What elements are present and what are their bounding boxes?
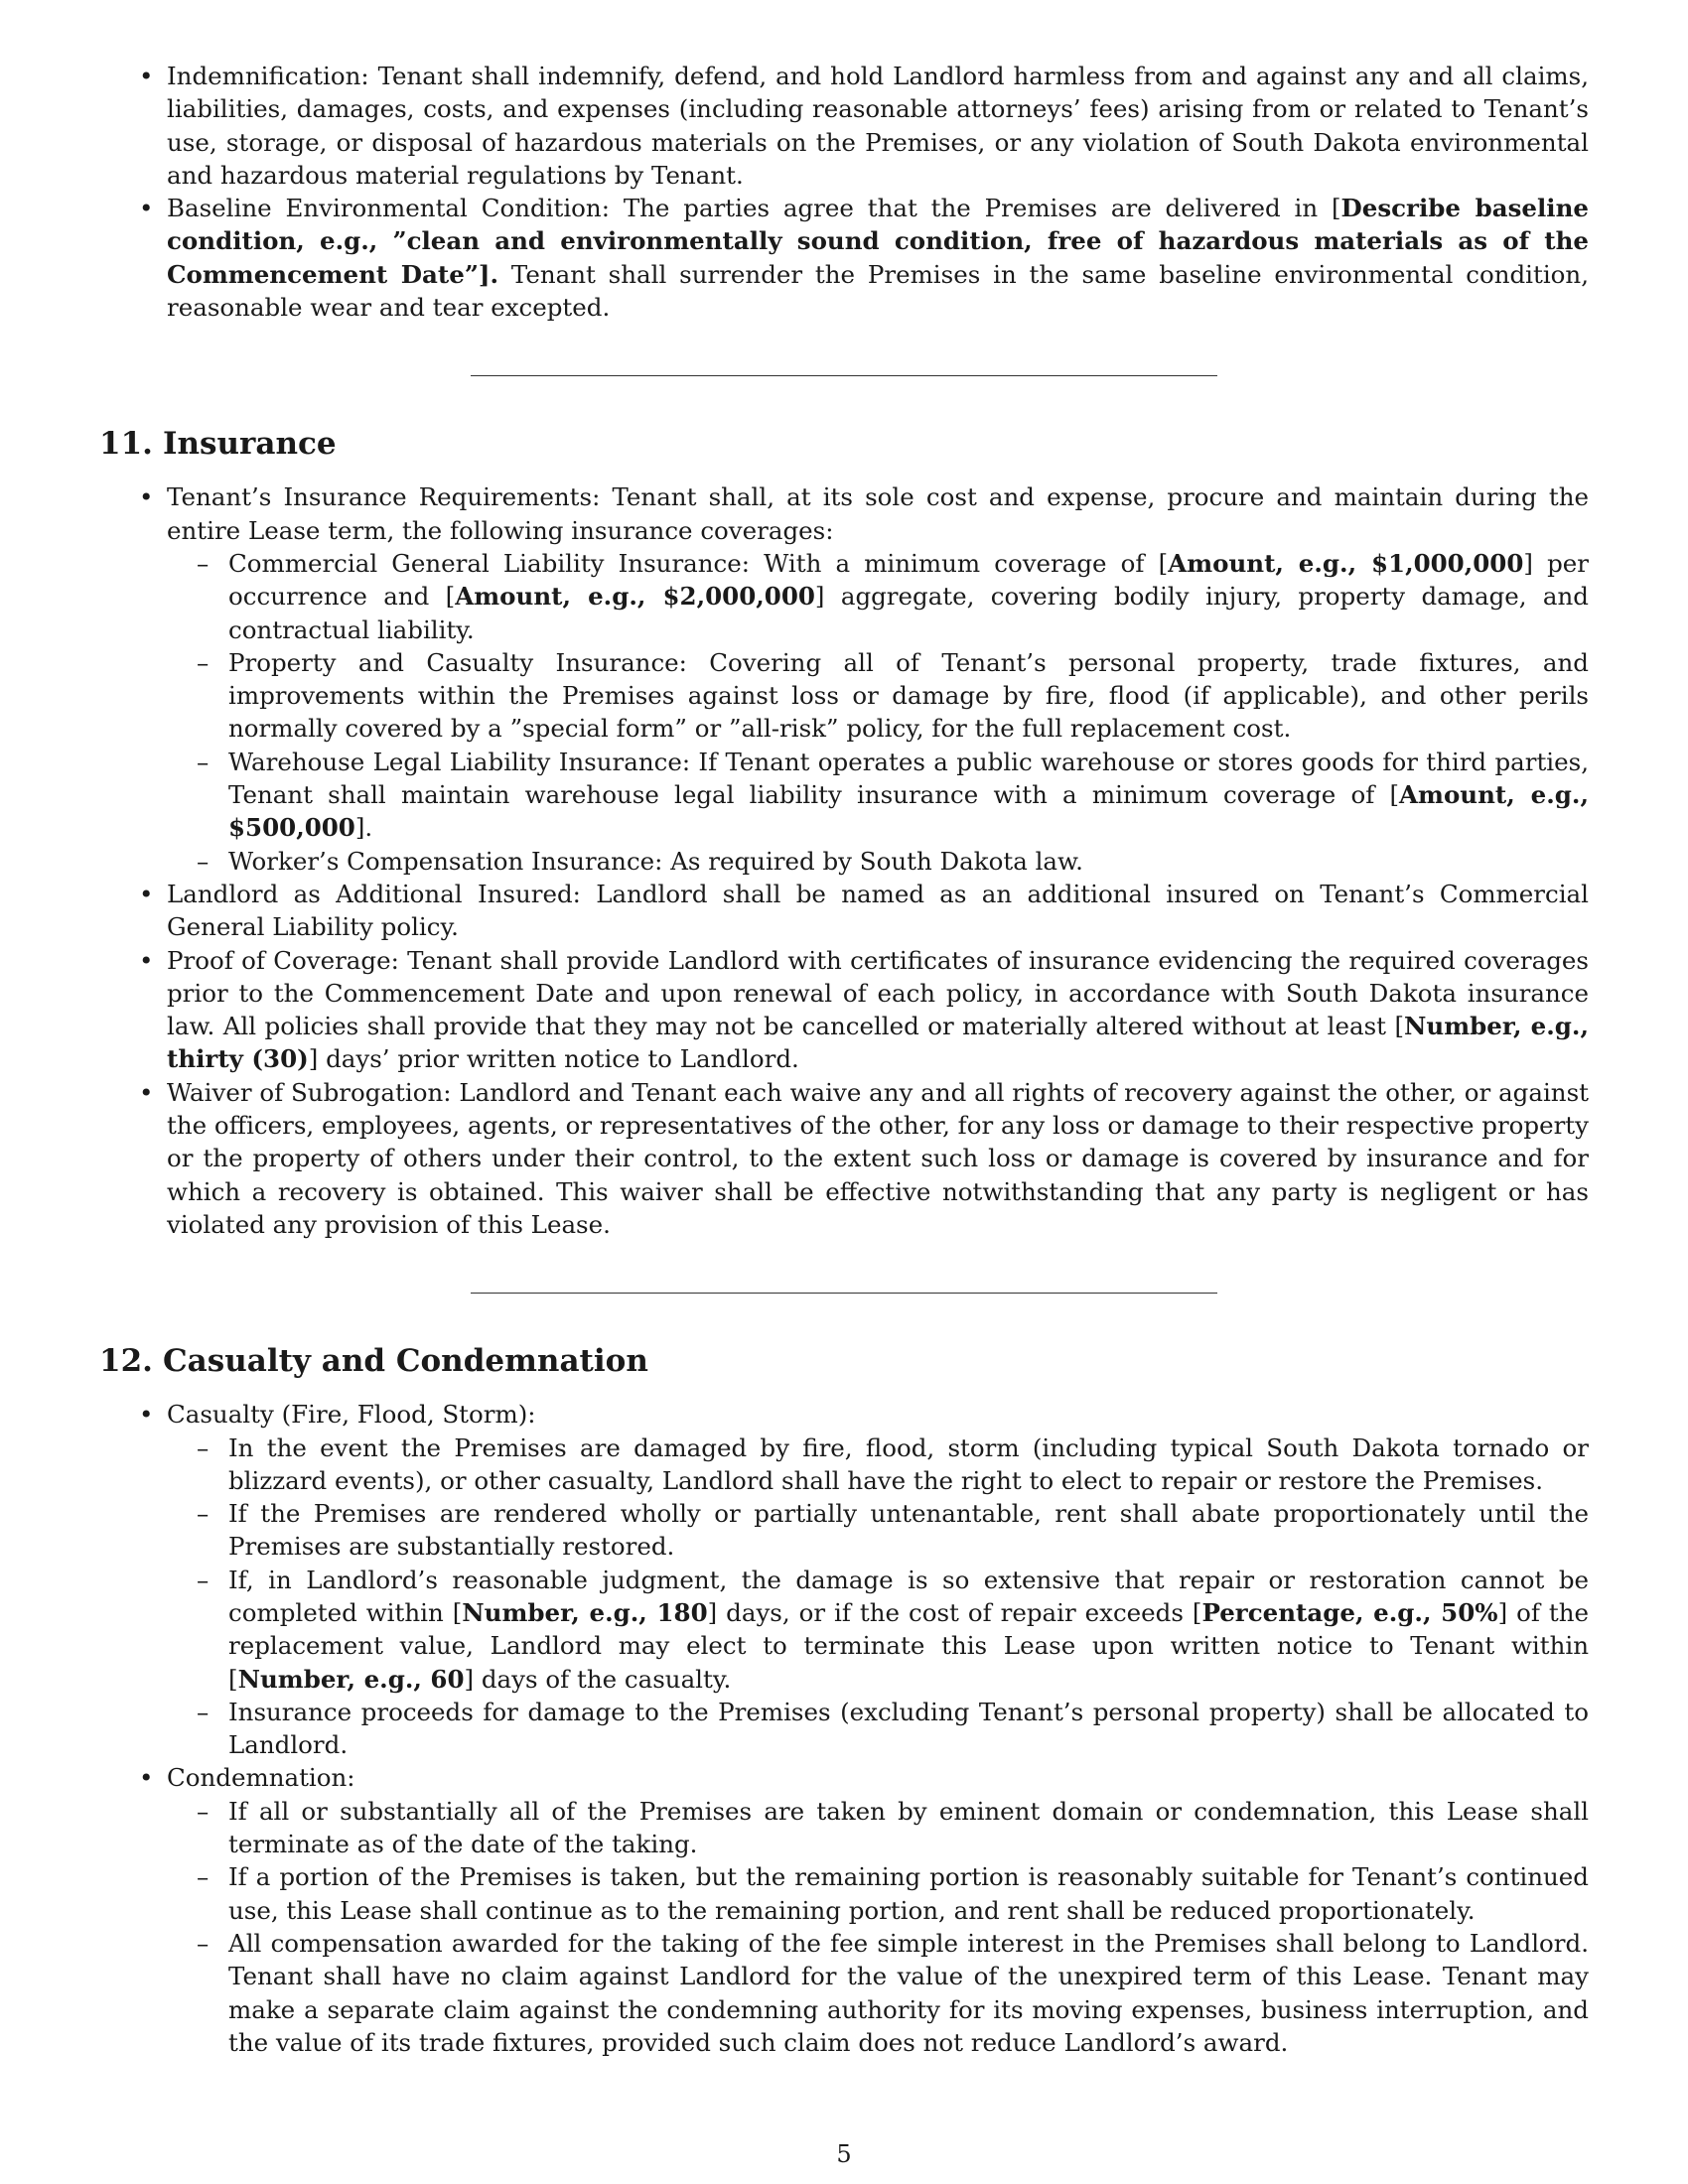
property-casualty-insurance-item: – Property and Casualty Insurance: Covering all of Tenant’s personal property, trade fixtures, and improvements within the Premises against loss or damage by fire, flood (if applicable), and other perils normally covered by a ”special form” or ”all-risk” policy, for the full replacement cost.	[228, 646, 1589, 746]
baseline-environmental-clause: • Baseline Environmental Condition: The parties agree that the Premises are delivered in [Describe baseline condition, e.g., ”clean and environmentally sound condition, free of hazardous materials as of the Commencement Date”]. Tenant shall surrender the Premises in the same baseline environmental condition, reasonable wear and tear excepted.	[167, 192, 1589, 324]
workers-compensation-item: – Worker’s Compensation Insurance: As required by South Dakota law.	[228, 845, 1589, 878]
additional-insured-clause: • Landlord as Additional Insured: Landlord shall be named as an additional insured on Tenant’s Commercial General Liability policy.	[167, 878, 1589, 944]
condemnation-item: – If all or substantially all of the Premises are taken by eminent domain or condemnation, this Lease shall terminate as of the date of the taking.	[228, 1795, 1589, 1861]
section-11-heading: 11. Insurance	[99, 426, 337, 463]
condemnation-sublist	[167, 1795, 1589, 2059]
section-10-list	[99, 60, 1589, 324]
condemnation-clause: • Condemnation: – If all or substantially all of the Premises are taken by eminent domain or condemnation, this Lease shall terminate as of the date of the taking. – If a portion of the Premises is taken, but the remaining portion is reasonably suitable for Tenant’s continued use, this Lease shall continue as to the remaining portion, and rent shall be reduced proportionately. – All compensation awarded for the taking of the fee simple interest in the Premises shall belong to Landlord. Tenant shall have no claim against Landlord for the value of the unexpired term of this Lease. Tenant may make a separate claim against the condemning authority for its moving expenses, business interruption, and the value of its trade fixtures, provided such claim does not reduce Landlord’s award.	[167, 1761, 1589, 2059]
insurance-coverages-list	[167, 547, 1589, 878]
waiver-of-subrogation-clause: • Waiver of Subrogation: Landlord and Tenant each waive any and all rights of recovery against the other, or against the officers, employees, agents, or representatives of the other, for any loss or damage to their respective property or the property of others under their control, to the extent such loss or damage is covered by insurance and for which a recovery is obtained. This waiver shall be effective notwithstanding that any party is negligent or has violated any provision of this Lease.	[167, 1076, 1589, 1241]
section-11-list	[99, 480, 1589, 1241]
section-12-heading: 12. Casualty and Condemnation	[99, 1343, 648, 1380]
insurance-requirements-clause: • Tenant’s Insurance Requirements: Tenant shall, at its sole cost and expense, procure and maintain during the entire Lease term, the following insurance coverages: – Commercial General Liability Insurance: With a minimum coverage of [Amount, e.g., $1,000,000] per occurrence and [Amount, e.g., $2,000,000] aggregate, covering bodily injury, property damage, and contractual liability. – Property and Casualty Insurance: Covering all of Tenant’s personal property, trade fixtures, and improvements within the Premises against loss or damage by fire, flood (if applicable), and other perils normally covered by a ”special form” or ”all-risk” policy, for the full replacement cost. – Warehouse Legal Liability Insurance: If Tenant operates a public warehouse or stores goods for third parties, Tenant shall maintain warehouse legal liability insurance with a minimum coverage of [Amount, e.g., $500,000]. – Worker’s Compensation Insurance: As required by South Dakota law.	[167, 480, 1589, 878]
section-divider	[471, 375, 1217, 376]
section-divider	[471, 1293, 1217, 1294]
condemnation-item: – If a portion of the Premises is taken, but the remaining portion is reasonably suitable for Tenant’s continued use, this Lease shall continue as to the remaining portion, and rent shall be reduced proportionately.	[228, 1860, 1589, 1927]
casualty-item: – If, in Landlord’s reasonable judgment, the damage is so extensive that repair or restoration cannot be completed within [Number, e.g., 180] days, or if the cost of repair exceeds [Percentage, e.g., 50%] of the replacement value, Landlord may elect to terminate this Lease upon written notice to Tenant within [Number, e.g., 60] days of the casualty.	[228, 1564, 1589, 1696]
casualty-item: – If the Premises are rendered wholly or partially untenantable, rent shall abate proportionately until the Premises are substantially restored.	[228, 1497, 1589, 1564]
indemnification-clause: • Indemnification: Tenant shall indemnify, defend, and hold Landlord harmless from and against any and all claims, liabilities, damages, costs, and expenses (including reasonable attorneys’ fees) arising from or related to Tenant’s use, storage, or disposal of hazardous materials on the Premises, or any violation of South Dakota environmental and hazardous material regulations by Tenant.	[167, 60, 1589, 192]
baseline-placeholder: Describe baseline condition, e.g., ”clean and environmentally sound condition, free of hazardous materials as of the Commencement Date”].	[167, 194, 1589, 289]
casualty-item: – In the event the Premises are damaged by fire, flood, storm (including typical South Dakota tornado or blizzard events), or other casualty, Landlord shall have the right to elect to repair or restore the Premises.	[228, 1432, 1589, 1498]
casualty-clause: • Casualty (Fire, Flood, Storm): – In the event the Premises are damaged by fire, flood, storm (including typical South Dakota tornado or blizzard events), or other casualty, Landlord shall have the right to elect to repair or restore the Premises. – If the Premises are rendered wholly or partially untenantable, rent shall abate proportionately until the Premises are substantially restored. – If, in Landlord’s reasonable judgment, the damage is so extensive that repair or restoration cannot be completed within [Number, e.g., 180] days, or if the cost of repair exceeds [Percentage, e.g., 50%] of the replacement value, Landlord may elect to terminate this Lease upon written notice to Tenant within [Number, e.g., 60] days of the casualty. – Insurance proceeds for damage to the Premises (excluding Tenant’s personal property) shall be allocated to Landlord.	[167, 1398, 1589, 1761]
casualty-sublist	[167, 1432, 1589, 1762]
condemnation-item: – All compensation awarded for the taking of the fee simple interest in the Premises shall belong to Landlord. Tenant shall have no claim against Landlord for the value of the unexpired term of this Lease. Tenant may make a separate claim against the condemning authority for its moving expenses, business interruption, and the value of its trade fixtures, provided such claim does not reduce Landlord’s award.	[228, 1927, 1589, 2059]
document-page	[99, 60, 1589, 2059]
page-number: 5	[836, 2140, 852, 2168]
casualty-item: – Insurance proceeds for damage to the Premises (excluding Tenant’s personal property) shall be allocated to Landlord.	[228, 1696, 1589, 1762]
warehouse-liability-insurance-item: – Warehouse Legal Liability Insurance: If Tenant operates a public warehouse or stores goods for third parties, Tenant shall maintain warehouse legal liability insurance with a minimum coverage of [Amount, e.g., $500,000].	[228, 746, 1589, 845]
proof-of-coverage-clause: • Proof of Coverage: Tenant shall provide Landlord with certificates of insurance evidencing the required coverages prior to the Commencement Date and upon renewal of each policy, in accordance with South Dakota insurance law. All policies shall provide that they may not be cancelled or materially altered without at least [Number, e.g., thirty (30)] days’ prior written notice to Landlord.	[167, 944, 1589, 1076]
section-12-list	[99, 1398, 1589, 2059]
cgl-insurance-item: – Commercial General Liability Insurance: With a minimum coverage of [Amount, e.g., $1,000,000] per occurrence and [Amount, e.g., $2,000,000] aggregate, covering bodily injury, property damage, and contractual liability.	[228, 547, 1589, 646]
